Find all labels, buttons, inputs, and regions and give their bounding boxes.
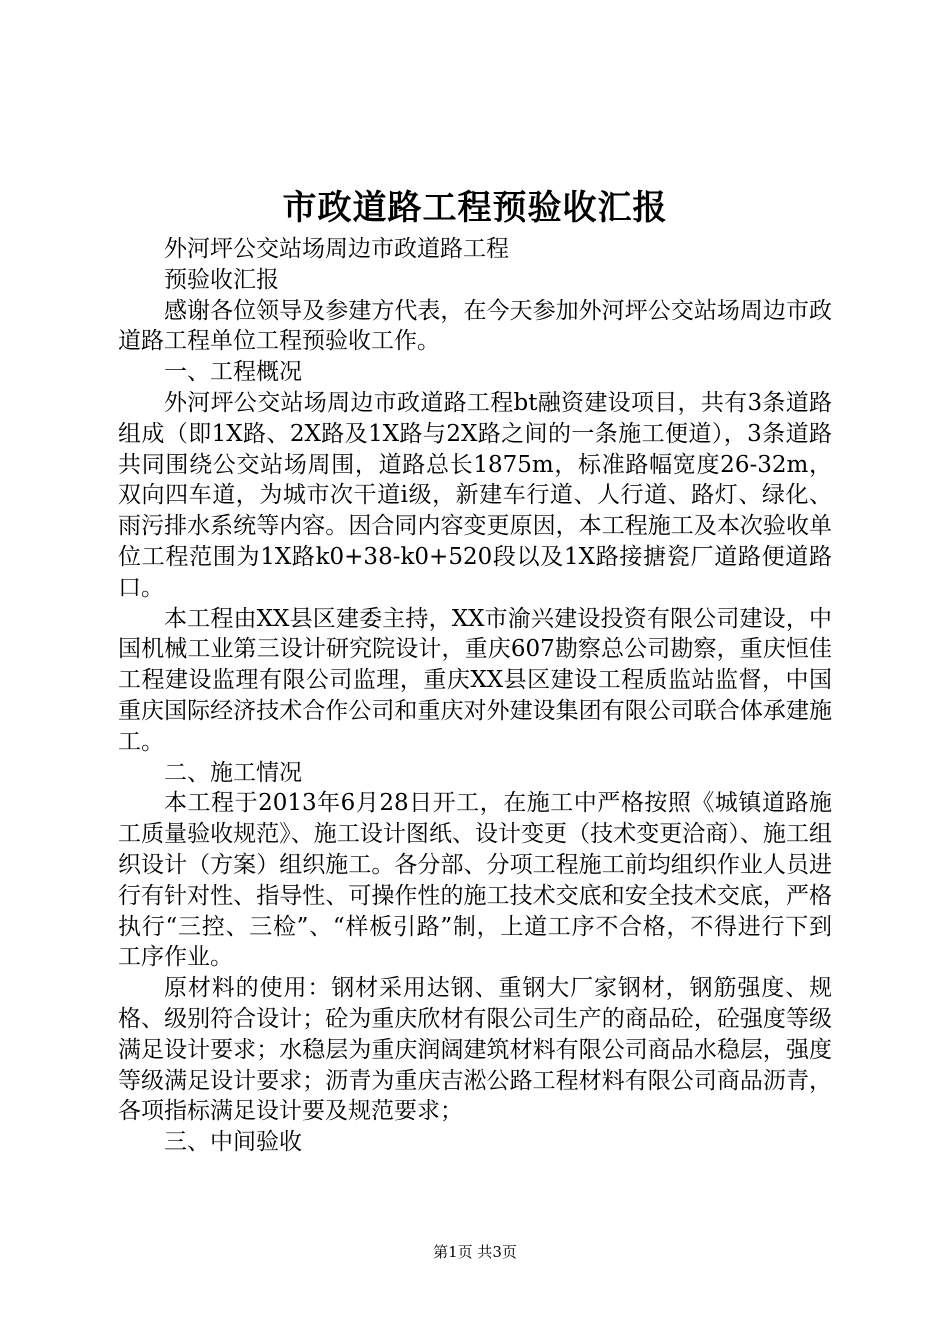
materials-paragraph: 原材料的使用：钢材采用达钢、重钢大厂家钢材，钢筋强度、规格、级别符合设计；砼为重庆欣材有限公司生产的商品砼，砼强度等级满足设计要求；水稳层为重庆润阔建筑材料有限公司商品水稳层，强度等级满足设计要求；沥青为重庆吉淞公路工程材料有限公司商品沥青，各项指标满足设计要及规范要求； xyxy=(118,975,832,1125)
document-body xyxy=(118,234,832,1158)
document-title: 市政道路工程预验收汇报 xyxy=(282,188,668,228)
page-footer: 第1页 共3页 xyxy=(433,1243,517,1261)
project-name-line: 外河坪公交站场周边市政道路工程 xyxy=(164,236,509,262)
construction-paragraph: 本工程于2013年6月28日开工，在施工中严格按照《城镇道路施工质量验收规范》、施工设计图纸、设计变更（技术变更洽商）、施工组织设计（方案）组织施工。各分部、分项工程施工前均组织作业人员进行有针对性、指导性、可操作性的施工技术交底和安全技术交底，严格执行“三控、三检”、“样板引路”制，上道工序不合格，不得进行下到工序作业。 xyxy=(118,790,832,971)
participants-paragraph: 本工程由XX县区建委主持，XX市渝兴建设投资有限公司建设，中国机械工业第三设计研究院设计，重庆607勘察总公司勘察，重庆恒佳工程建设监理有限公司监理，重庆XX县区建设工程质监站监督，中国重庆国际经济技术合作公司和重庆对外建设集团有限公司联合体承建施工。 xyxy=(118,605,832,755)
section-heading-construction: 二、施工情况 xyxy=(164,759,302,786)
overview-paragraph: 外河坪公交站场周边市政道路工程bt融资建设项目，共有3条道路组成（即1X路、2X路及1X路与2X路之间的一条施工便道），3条道路共同围绕公交站场周围，道路总长1875m，标准路幅宽度26-32m，双向四车道，为城市次干道i级，新建车行道、人行道、路灯、绿化、雨污排水系统等内容。因合同内容变更原因，本工程施工及本次验收单位工程范围为1X路k0+38-k0+520段以及1X路接搪瓷厂道路便道路口。 xyxy=(118,389,832,601)
opening-paragraph: 感谢各位领导及参建方代表，在今天参加外河坪公交站场周边市政道路工程单位工程预验收工作。 xyxy=(118,297,832,355)
section-heading-inspection: 三、中间验收 xyxy=(164,1129,302,1156)
section-heading-overview: 一、工程概况 xyxy=(164,359,302,386)
report-subtitle-line: 预验收汇报 xyxy=(164,266,279,293)
